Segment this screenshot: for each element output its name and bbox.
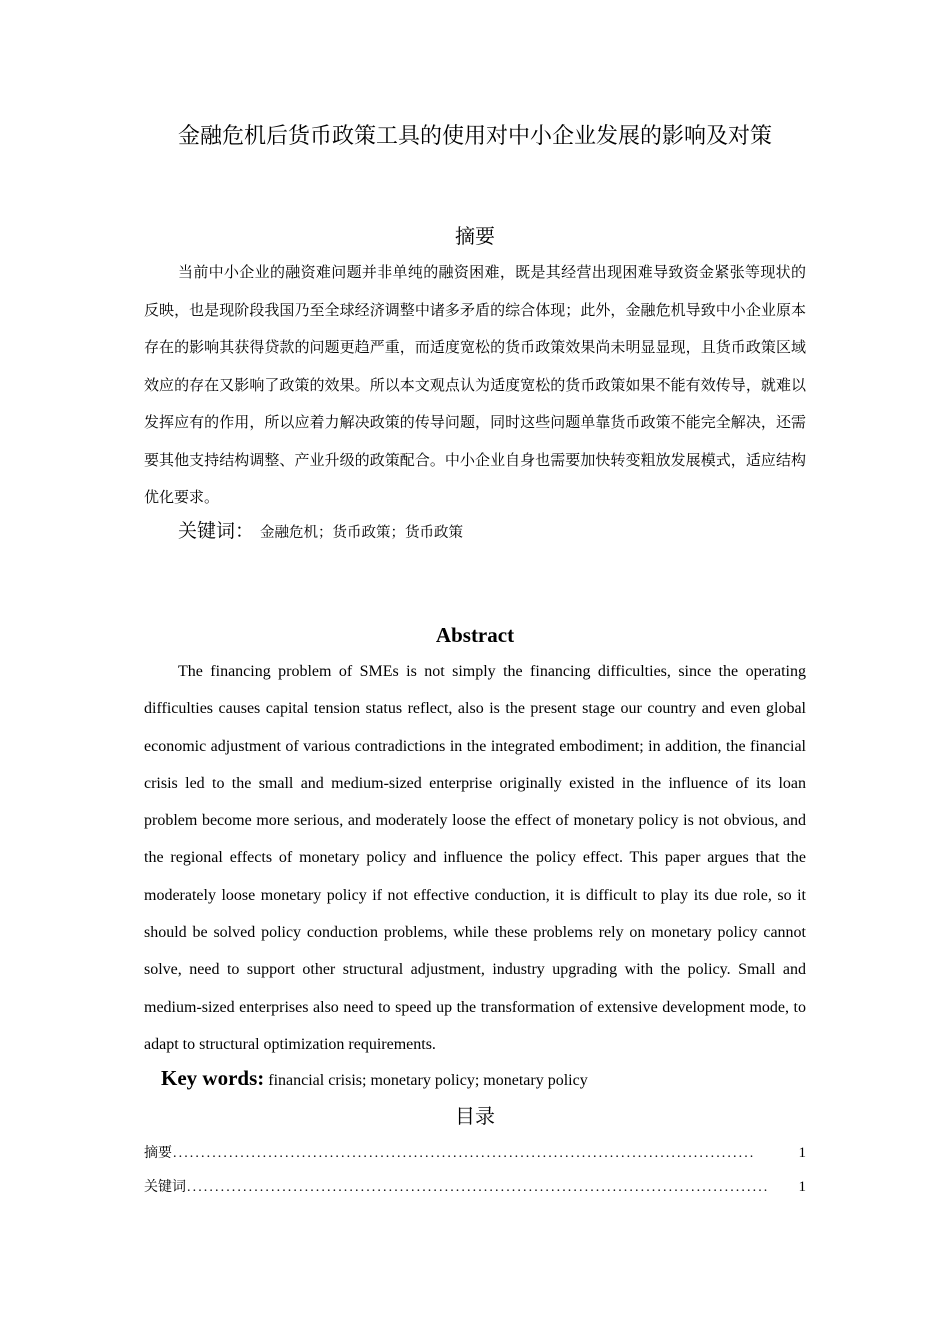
toc-leader-dots: ........................................................................................................ (173, 1146, 756, 1161)
document-title: 金融危机后货币政策工具的使用对中小企业发展的影响及对策 (177, 124, 772, 149)
toc-leader-dots: ........................................................................................................ (187, 1180, 770, 1195)
keywords-cn (178, 516, 463, 543)
toc-entry[interactable] (144, 1142, 806, 1165)
keywords-en (161, 1066, 588, 1091)
abstract-cn-body: 当前中小企业的融资难问题并非单纯的融资困难，既是其经营出现困难导致资金紧张等现状的反映，也是现阶段我国乃至全球经济调整中诸多矛盾的综合体现；此外，金融危机导致中小企业原本存在的影响其获得贷款的问题更趋严重，而适度宽松的货币政策效果尚未明显显现，且货币政策区域效应的存在又影响了政策的效果。所以本文观点认为适度宽松的货币政策如果不能有效传导，就难以发挥应有的作用，所以应着力解决政策的传导问题，同时这些问题单靠货币政策不能完全解决，还需要其他支持结构调整、产业升级的政策配合。中小企业自身也需要加快转变粗放发展模式，适应结构优化要求。 (144, 263, 806, 506)
toc-entry-label: 关键词 (144, 1179, 186, 1195)
abstract-cn-heading: 摘要 (455, 224, 495, 248)
keywords-cn-label: 关键词： (178, 520, 255, 542)
toc-entry[interactable] (144, 1176, 806, 1199)
toc-entry-page: 1 (798, 1145, 806, 1161)
keywords-en-label: Key words: (161, 1066, 265, 1090)
abstract-en-heading: Abstract (435, 623, 515, 647)
abstract-en-body: The financing problem of SMEs is not simply the financing difficulties, since the operating difficulties causes capital tension status reflect, also is the present stage our country and even global economic adjustment of various contradictions in the integrated embodiment; in addition, the financial crisis led to the small and medium-sized enterprise originally existed in the influence of its loan problem become more serious, and moderately loose the effect of monetary policy is not obvious, and the regional effects of monetary policy and influence the policy effect. This paper argues that the moderately loose monetary policy if not effective conduction, it is difficult to play its due role, so it should be solved policy conduction problems, while these problems rely on monetary policy cannot solve, need to support other structural adjustment, industry upgrading with the policy. Small and medium-sized enterprises also need to speed up the transformation of extensive development mode, to adapt to structural optimization requirements. (144, 663, 806, 1053)
keywords-en-value: financial crisis; monetary policy; monetary policy (268, 1072, 588, 1089)
toc-entry-label: 摘要 (144, 1145, 172, 1161)
toc-entry-page: 1 (798, 1179, 806, 1195)
keywords-cn-value: 金融危机；货币政策；货币政策 (260, 525, 464, 541)
toc-heading: 目录 (455, 1104, 495, 1128)
